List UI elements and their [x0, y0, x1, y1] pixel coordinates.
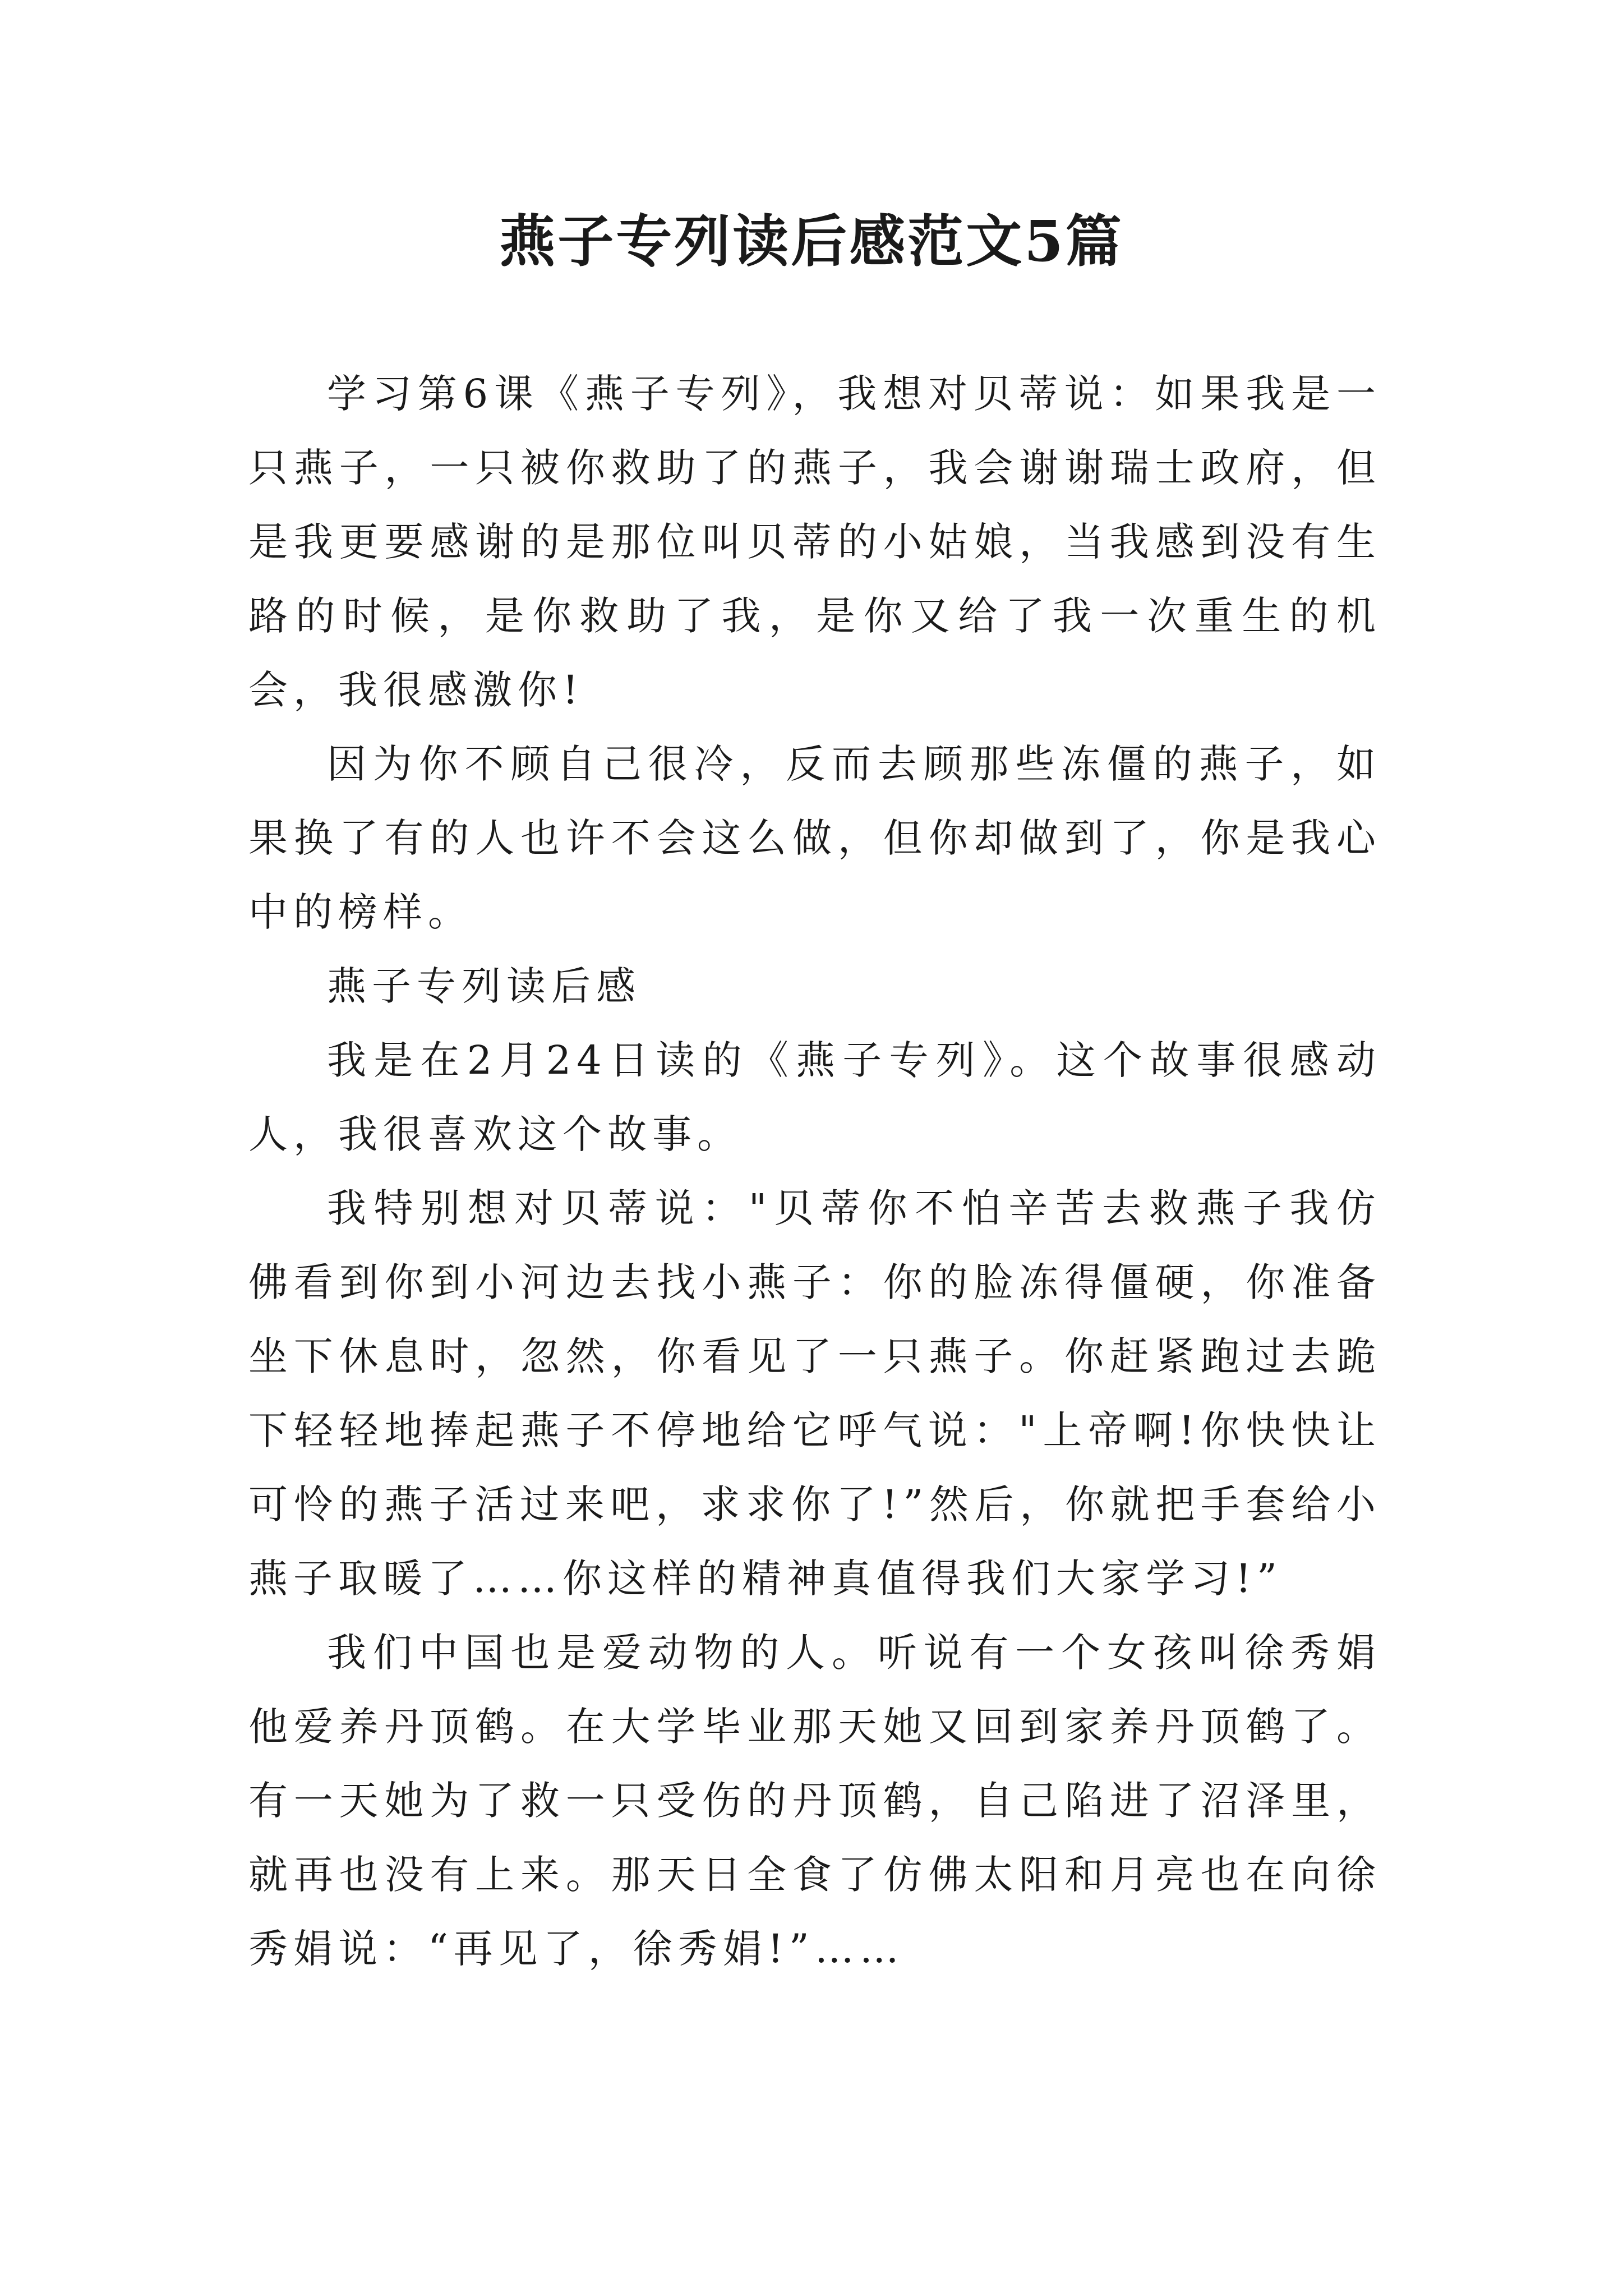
paragraph: 我们中国也是爱动物的人。听说有一个女孩叫徐秀娟他爱养丹顶鹤。在大学毕业那天她又回到家养丹顶鹤了。有一天她为了救一只受伤的丹顶鹤，自己陷进了沼泽里，就再也没有上来。那天日全食了仿佛太阳和月亮也在向徐秀娟说：“再见了，徐秀娟!”…… — [248, 1630, 1381, 1972]
paragraph: 我是在2月24日读的《燕子专列》。这个故事很感动人，我很喜欢这个故事。 — [248, 1037, 1381, 1157]
paragraph: 因为你不顾自己很冷，反而去顾那些冻僵的燕子，如果换了有的人也许不会这么做，但你却做到了，你是我心中的榜样。 — [248, 741, 1381, 935]
document-body — [248, 357, 1381, 1986]
paragraph: 我特别想对贝蒂说："贝蒂你不怕辛苦去救燕子我仿佛看到你到小河边去找小燕子：你的脸冻得僵硬，你准备坐下休息时，忽然，你看见了一只燕子。你赶紧跑过去跪下轻轻地捧起燕子不停地给它呼气说："上帝啊!你快快让可怜的燕子活过来吧，求求你了!”然后，你就把手套给小燕子取暖了……你这样的精神真值得我们大家学习!” — [248, 1185, 1381, 1602]
section-heading: 燕子专列读后感 — [327, 963, 641, 1009]
paragraph: 学习第6课《燕子专列》，我想对贝蒂说：如果我是一只燕子，一只被你救助了的燕子，我会谢谢瑞士政府，但是我更要感谢的是那位叫贝蒂的小姑娘，当我感到没有生路的时候，是你救助了我，是你又给了我一次重生的机会，我很感激你! — [248, 371, 1381, 713]
page-title: 燕子专列读后感范文5篇 — [499, 208, 1124, 274]
